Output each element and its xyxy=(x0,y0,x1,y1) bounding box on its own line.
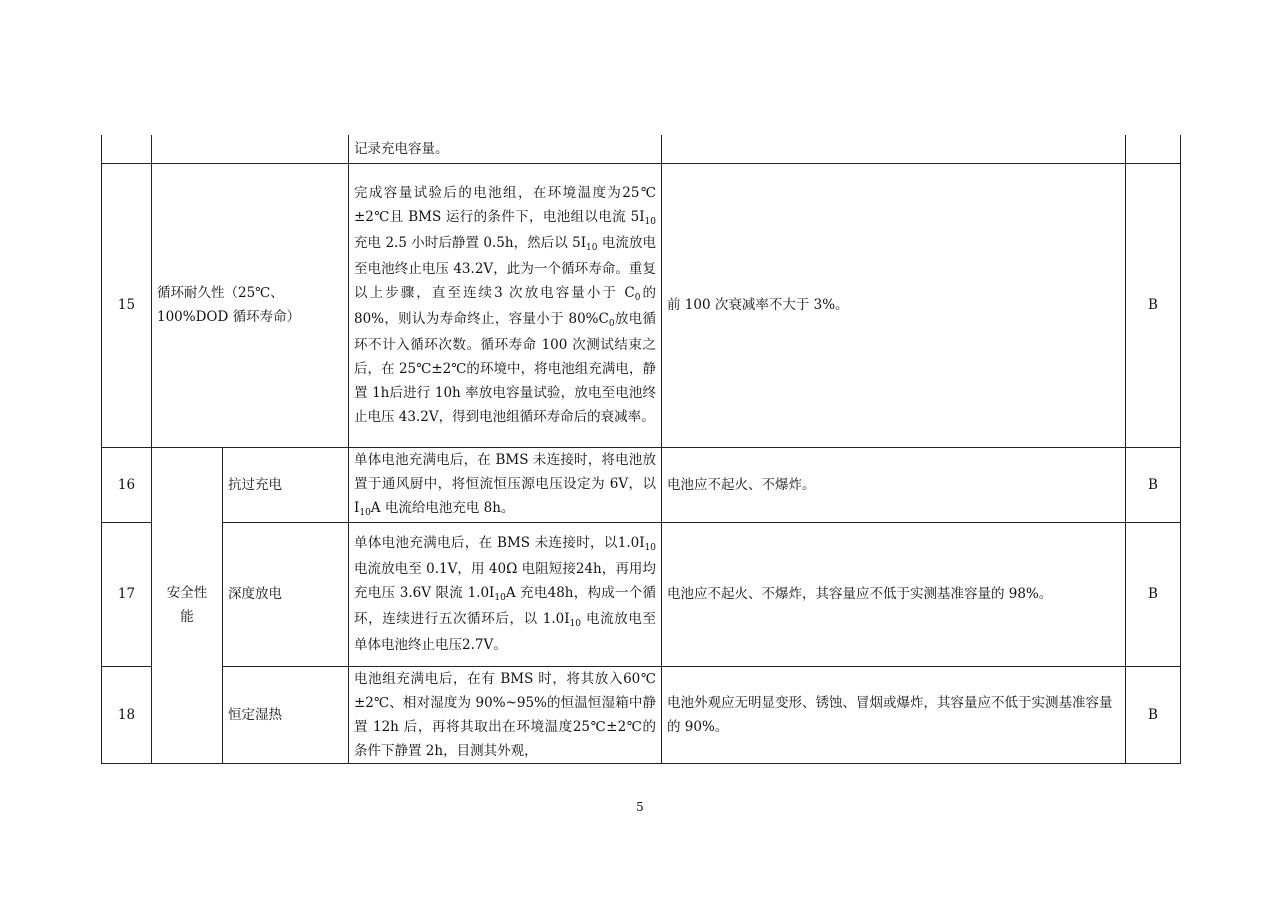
table-row xyxy=(102,522,1181,666)
cell-no-empty xyxy=(102,135,152,163)
cell-requirement: 前 100 次衰减率不大于 3%。 xyxy=(662,163,1126,447)
cell-grade: B xyxy=(1126,447,1181,522)
cell-grade: B xyxy=(1126,666,1181,763)
category-label: 安全性能 xyxy=(166,585,208,625)
table-row xyxy=(102,163,1181,447)
cell-method: 单体电池充满电后，在 BMS 未连接时，以$1.0I_{10}$ 电流放电至 0.1V，用 40Ω 电阻短接24h，再用均充电压 3.6V 限流 $1.0I_{10}A$ 充电48h，构成一个循环，连续进行五次循环后，以 $1.0I_{10}$ 电流放电至单体电池终止电压2.7V。 xyxy=(349,522,662,666)
cell-item: 恒定湿热 xyxy=(223,666,349,763)
cell-grade: B xyxy=(1126,522,1181,666)
cell-method: 完成容量试验后的电池组，在环境温度为25℃±2℃且 BMS 运行的条件下，电池组以电流 $5I_{10}$充电 2.5 小时后静置 0.5h，然后以 $5I_{10}$ 电流放电至电池终止电压 43.2V，此为一个循环寿命。重复以上步骤，直至连续3 次放电容量小于 $C_0$的 80%，则认为寿命终止，容量小于 $80\%C_0$放电循环不计入循环次数。循环寿命 100 次测试结束之后，在 25℃±2℃的环境中，将电池组充满电，静置 1h后进行 10h 率放电容量试验，放电至电池终止电压 43.2V，得到电池组循环寿命后的衰减率。 xyxy=(349,163,662,447)
cell-no: 17 xyxy=(102,522,152,666)
table-row-continuation xyxy=(102,135,1181,163)
table-row xyxy=(102,447,1181,522)
cell-method: 单体电池充满电后，在 BMS 未连接时，将电池放置于通风厨中，将恒流恒压源电压设定为 6V，以 $I_{10}A$ 电流给电池充电 8h。 xyxy=(349,447,662,522)
cell-category xyxy=(152,447,223,763)
cell-item: 循环耐久性（25℃、100%DOD 循环寿命） xyxy=(152,163,349,447)
cell-requirement-empty xyxy=(662,135,1126,163)
cell-requirement: 电池应不起火、不爆炸，其容量应不低于实测基准容量的 98%。 xyxy=(662,522,1126,666)
cell-no: 18 xyxy=(102,666,152,763)
cell-grade-empty xyxy=(1126,135,1181,163)
cell-requirement: 电池外观应无明显变形、锈蚀、冒烟或爆炸，其容量应不低于实测基准容量的 90%。 xyxy=(662,666,1126,763)
cell-item: 抗过充电 xyxy=(223,447,349,522)
test-spec-table xyxy=(101,135,1181,764)
cell-item-empty xyxy=(152,135,349,163)
cell-requirement: 电池应不起火、不爆炸。 xyxy=(662,447,1126,522)
cell-method: 记录充电容量。 xyxy=(349,135,662,163)
cell-method: 电池组充满电后，在有 BMS 时，将其放入60℃±2℃、相对湿度为 90%~95%的恒温恒湿箱中静置 12h 后，再将其取出在环境温度25℃±2℃的条件下静置 2h，目测其外观， xyxy=(349,666,662,763)
cell-no: 16 xyxy=(102,447,152,522)
cell-no: 15 xyxy=(102,163,152,447)
cell-item: 深度放电 xyxy=(223,522,349,666)
table-row xyxy=(102,666,1181,763)
page-number: 5 xyxy=(636,800,644,814)
cell-grade: B xyxy=(1126,163,1181,447)
